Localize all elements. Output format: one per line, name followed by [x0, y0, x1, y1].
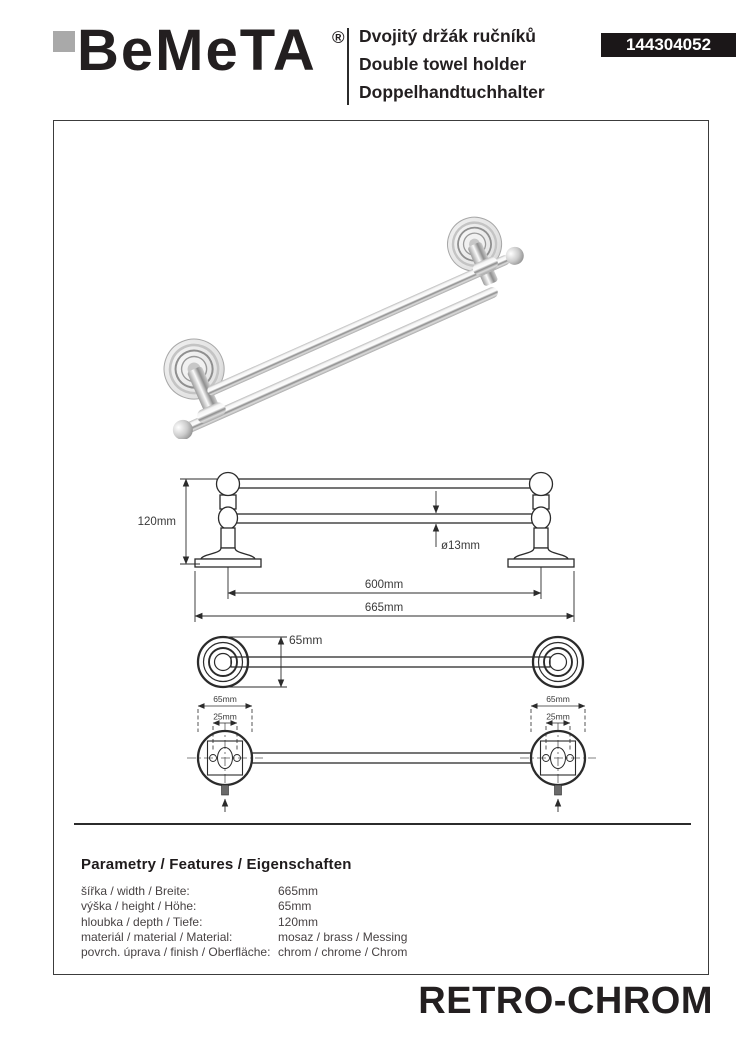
- technical-drawing: [54, 451, 710, 831]
- dim-screw-spacing-right-label: 25mm: [546, 711, 570, 722]
- screw-left: [222, 785, 229, 795]
- param-value-finish: chrom / chrome / Chrom: [278, 945, 408, 960]
- param-value-depth: 120mm: [278, 914, 319, 929]
- front-rail: [183, 285, 500, 434]
- brand-logo: BeMeTA: [77, 18, 317, 83]
- param-label-material: materiál / material / Material:: [81, 929, 233, 944]
- dim-mount-spacing-label: 600mm: [364, 579, 404, 591]
- content-box: [53, 120, 709, 975]
- towel-holder-assembly: [141, 200, 537, 439]
- dim-screw-spacing-left-label: 25mm: [213, 711, 237, 722]
- dim-rosette-right-label: 65mm: [546, 694, 570, 704]
- parameters-table: [81, 884, 681, 960]
- product-title-cs: Dvojitý držák ručníků: [359, 26, 536, 46]
- dim-rosette-left-label: 65mm: [213, 694, 237, 704]
- left-ball-finial: [170, 417, 196, 439]
- product-photo: [101, 179, 571, 439]
- header-divider: [347, 28, 349, 105]
- param-label-finish: povrch. úprava / finish / Oberfläche:: [81, 945, 271, 960]
- table-row: [81, 884, 681, 899]
- table-row: [81, 930, 681, 945]
- dim-height-label: 120mm: [137, 516, 176, 528]
- registered-trademark-icon: ®: [332, 28, 345, 47]
- parameters-heading: Parametry / Features / Eigenschaften: [81, 856, 352, 873]
- front-view: [198, 637, 583, 687]
- product-code-badge: 144304052: [601, 33, 736, 57]
- mounting-view: [187, 706, 596, 812]
- table-row: [81, 915, 681, 930]
- back-rail: [206, 254, 512, 397]
- section-divider: [74, 823, 691, 825]
- param-value-height: 65mm: [278, 899, 312, 914]
- param-value-material: mosaz / brass / Messing: [278, 929, 408, 944]
- dim-overall-width-label: 665mm: [364, 602, 404, 614]
- table-row: [81, 899, 681, 914]
- logo-square-icon: [53, 31, 75, 52]
- product-title-en: Double towel holder: [359, 54, 527, 74]
- param-label-depth: hloubka / depth / Tiefe:: [81, 914, 203, 929]
- param-value-width: 665mm: [278, 884, 319, 898]
- elevation-view: [180, 473, 574, 623]
- param-label-width: šířka / width / Breite:: [81, 884, 190, 898]
- dim-rosette-front-label: 65mm: [289, 633, 323, 647]
- param-label-height: výška / height / Höhe:: [81, 899, 197, 914]
- series-name: RETRO-CHROM: [418, 980, 713, 1022]
- product-title-de: Doppelhandtuchhalter: [359, 82, 545, 102]
- table-row: [81, 945, 681, 960]
- product-titles: [359, 22, 545, 106]
- screw-right: [555, 785, 562, 795]
- dim-bar-diameter-label: ø13mm: [441, 540, 480, 552]
